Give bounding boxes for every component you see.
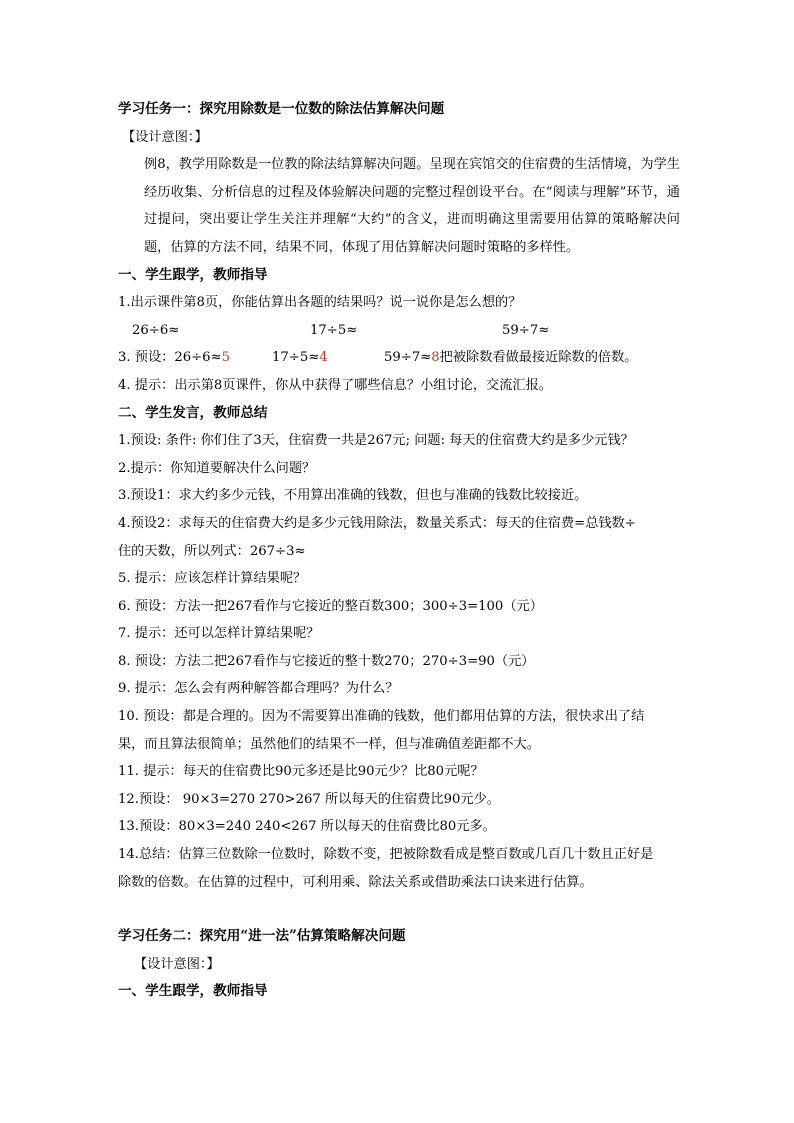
item3-suffix: 把被除数看做最接近除数的倍数。 bbox=[439, 350, 638, 366]
equation-2: 17÷5≈ bbox=[310, 322, 358, 338]
s2-item: 3.预设1：求大约多少元钱，不用算出准确的钱数，但也与准确的钱数比较接近。 bbox=[118, 488, 588, 504]
task1-item-3 bbox=[118, 344, 680, 372]
task1-title: 学习任务一：探究用除数是一位数的除法估算解决问题 bbox=[118, 101, 445, 117]
item3-equation-2: 17÷5≈ bbox=[272, 350, 320, 366]
task1-design-text: 例8，教学用除数是一位教的除法结算解决问题。呈现在宾馆交的住宿费的生活情境，为学生经历收集、分析信息的过程及体验解决问题的完整过程创设平台。在“阅读与理解”环节，通过提问，突出要让学生关注并理解“大约”的含义，进而明确这里需要用估算的策略解决问题，估算的方法不同，结果不同，体现了用估算解决问题时策略的多样性。 bbox=[144, 157, 680, 255]
task1-section2-title: 二、学生发言，教师总结 bbox=[118, 404, 268, 421]
s2-item: 7. 提示：还可以怎样计算结果呢？ bbox=[118, 626, 320, 642]
s2-item: 13.预设：80×3=240 240<267 所以每天的住宿费比80元多。 bbox=[118, 819, 496, 835]
task2-title: 学习任务二：探究用“进一法”估算策略解决问题 bbox=[118, 928, 406, 945]
equation-3: 59÷7≈ bbox=[502, 322, 550, 338]
s2-item: 住的天数，所以列式：267÷3≈ bbox=[118, 543, 306, 559]
task1-item-1: 1.出示课件第8页，你能估算出各题的结果吗？说一说你是怎么想的？ bbox=[118, 295, 522, 311]
s2-item: 2.提示：你知道要解决什么问题？ bbox=[118, 460, 316, 476]
item3-answer-3: 8 bbox=[431, 350, 440, 366]
task2-design-label: 【设计意图：】 bbox=[134, 956, 220, 972]
task2-section1-title: 一、学生跟学，教师指导 bbox=[118, 983, 268, 1000]
s2-item: 果，而且算法很简单；虽然他们的结果不一样，但与准确值差距都不大。 bbox=[118, 736, 540, 752]
s2-item: 除数的倍数。在估算的过程中，可利用乘、除法关系或借助乘法口诀来进行估算。 bbox=[118, 874, 593, 890]
s2-item: 10. 预设：都是合理的。因为不需要算出准确的钱数，他们都用估算的方法，很快求出了结 bbox=[118, 709, 645, 725]
item3-answer-2: 4 bbox=[319, 350, 328, 366]
s2-item: 11. 提示：每天的住宿费比90元多还是比90元少？比80元呢？ bbox=[118, 764, 484, 780]
equation-1: 26÷6≈ bbox=[132, 322, 180, 338]
task1-design-label: 【设计意图：】 bbox=[122, 129, 208, 145]
s2-item: 8. 预设：方法二把267看作与它接近的整十数270；270÷3=90（元） bbox=[118, 653, 535, 669]
document-page bbox=[118, 96, 680, 1006]
s2-item: 1.预设: 条件: 你们住了3天，住宿费一共是267元; 问题: 每天的住宿费大约是多少元钱？ bbox=[118, 433, 634, 449]
item3-equation-3: 59÷7≈ bbox=[384, 350, 432, 366]
item3-answer-1: 5 bbox=[221, 350, 230, 366]
s2-item: 4.预设2：求每天的住宿费大约是多少元钱用除法，数量关系式：每天的住宿费=总钱数÷ bbox=[118, 515, 636, 531]
s2-item: 14.总结：估算三位数除一位数时，除数不变，把被除数看成是整百数或几百几十数且正好是 bbox=[118, 847, 654, 863]
s2-item: 5. 提示：应该怎样计算结果呢？ bbox=[118, 571, 307, 587]
s2-item: 6. 预设：方法一把267看作与它接近的整百数300；300÷3=100（元） bbox=[118, 598, 543, 614]
task1-section1-title: 一、学生跟学，教师指导 bbox=[118, 266, 268, 283]
s2-item: 12.预设： 90×3=270 270>267 所以每天的住宿费比90元少。 bbox=[118, 791, 500, 807]
task1-item-4: 4. 提示：出示第8页课件，你从中获得了哪些信息？小组讨论，交流汇报。 bbox=[118, 377, 552, 393]
item3-prefix: 3. 预设：26÷6≈ bbox=[118, 350, 222, 366]
estimation-equations-row bbox=[118, 317, 680, 345]
s2-item: 9. 提示：怎么会有两种解答都合理吗？为什么？ bbox=[118, 681, 399, 697]
